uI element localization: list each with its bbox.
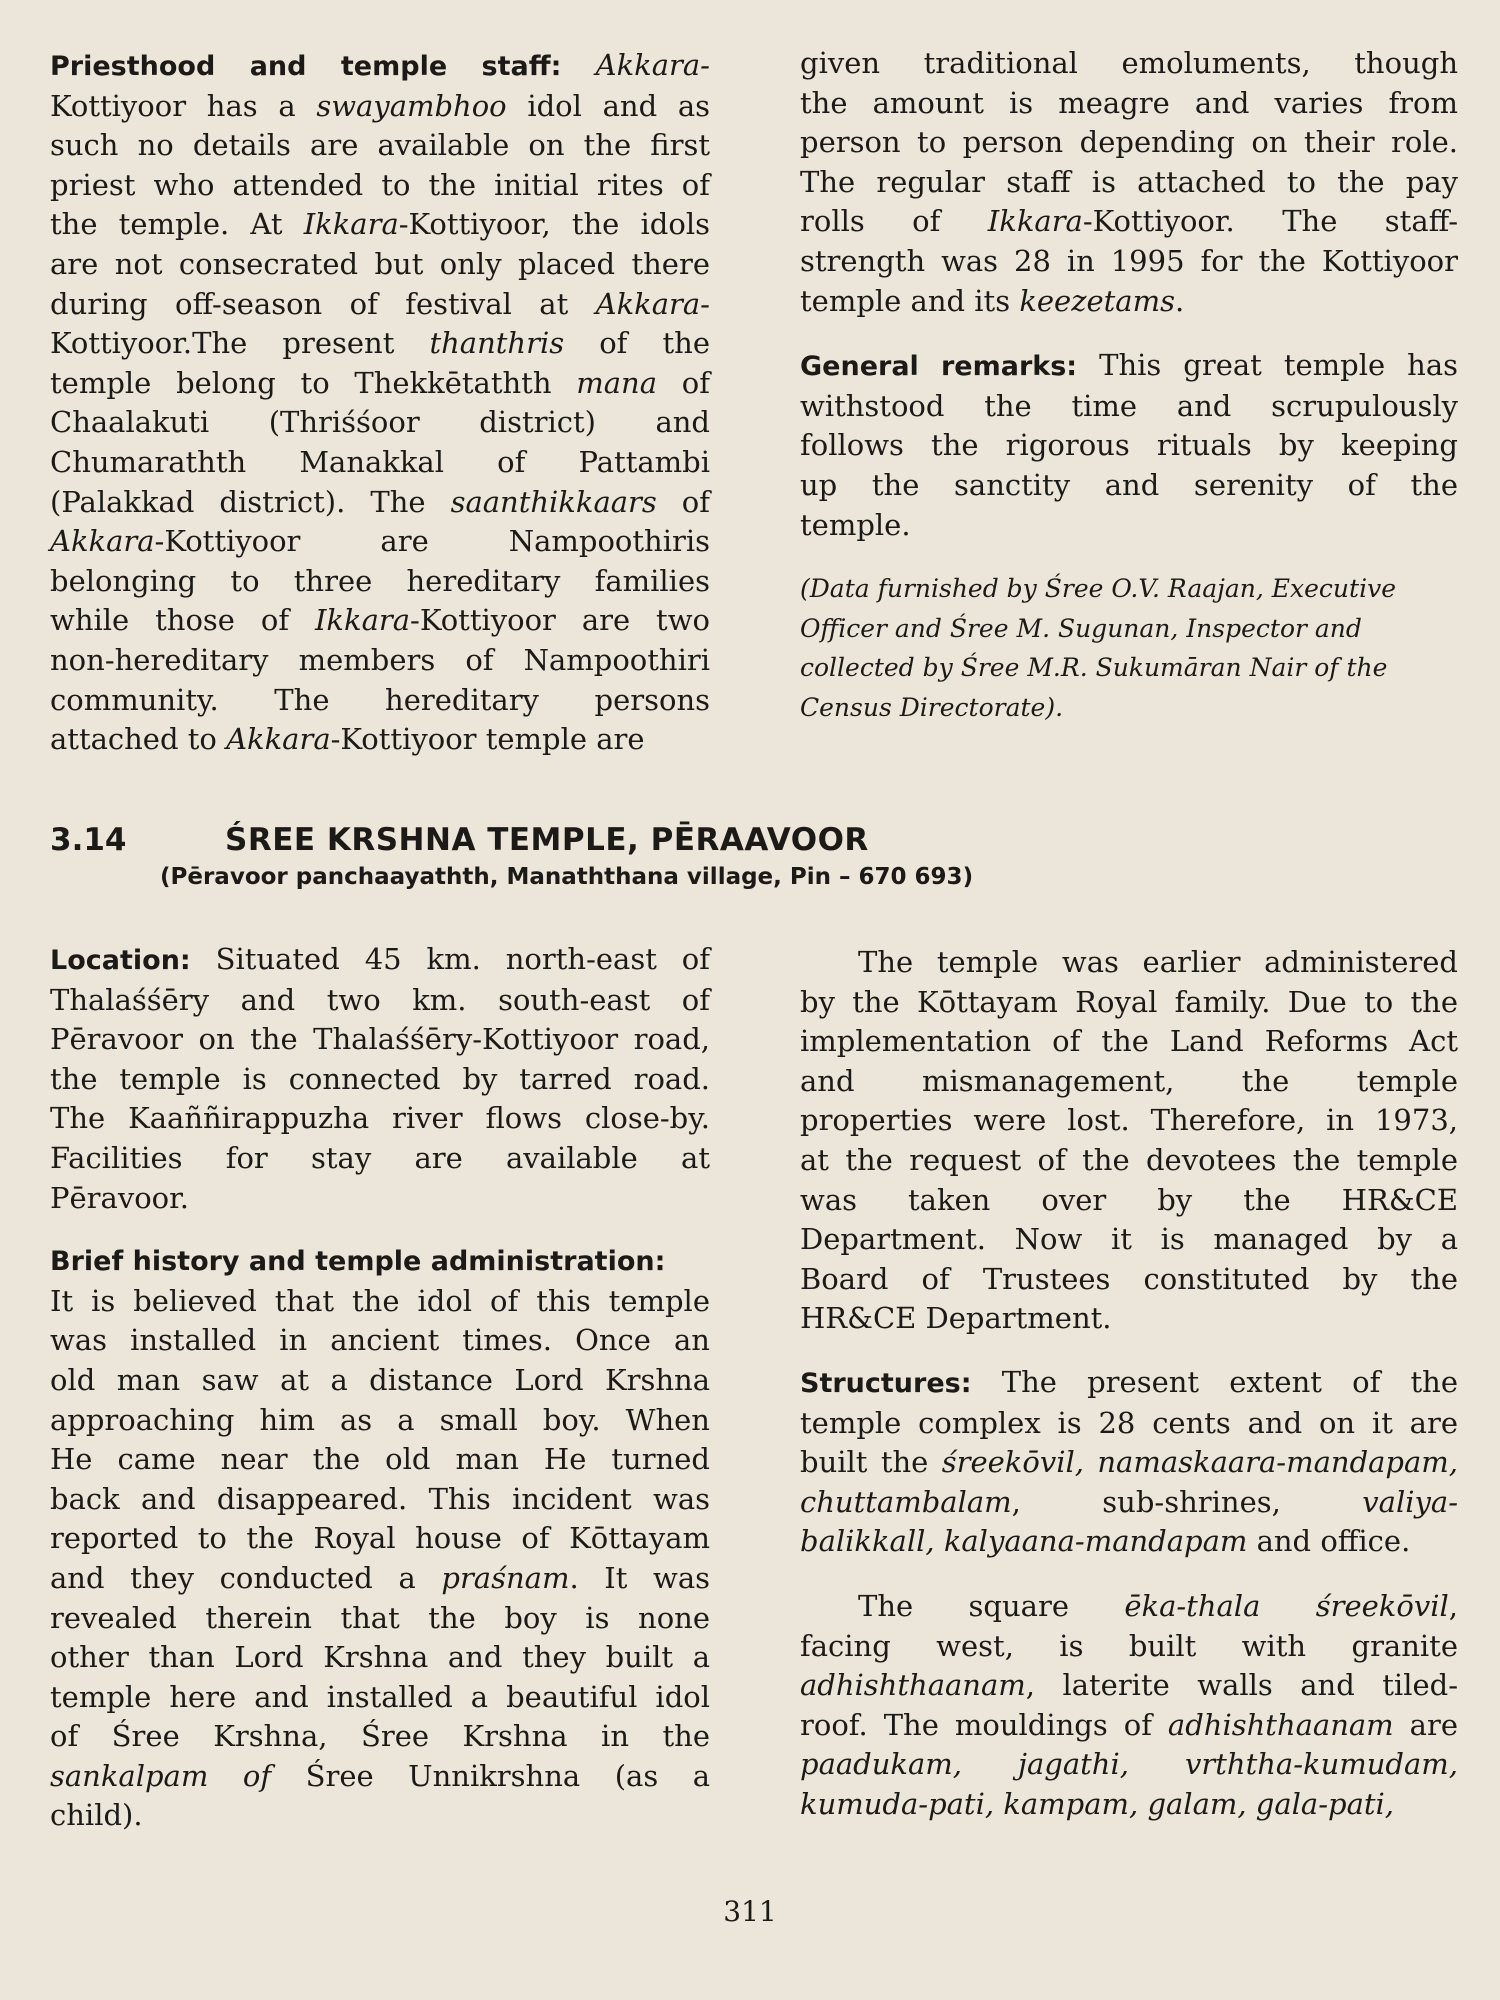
text-line: He came near the old man He turned bbox=[50, 1442, 710, 1477]
text-line: of Śree Krshna, Śree Krshna in the bbox=[50, 1719, 710, 1754]
text-line: sankalpam of Śree Unnikrshna (as a bbox=[50, 1758, 711, 1793]
credit-line: collected by Śree M.R. Sukumāran Nair of the bbox=[800, 653, 1388, 683]
text-line: temple and its keezetams. bbox=[800, 283, 1185, 318]
text-line: the temple. At Ikkara-Kottiyoor, the idols bbox=[50, 207, 710, 242]
text-line: other than Lord Krshna and they built a bbox=[50, 1640, 710, 1675]
text-line: attached to Akkara-Kottiyoor temple are bbox=[50, 722, 645, 757]
inline-heading: General remarks: bbox=[800, 351, 1078, 383]
text-line: paadukam, jagathi, vrththa-kumudam, bbox=[800, 1747, 1458, 1782]
text-line: are not consecrated but only placed there bbox=[50, 246, 710, 281]
text-line: Structures: The present extent of the bbox=[800, 1364, 1458, 1399]
credit-line: Officer and Śree M. Sugunan, Inspector and bbox=[800, 613, 1362, 643]
text-line: and they conducted a praśnam. It was bbox=[50, 1560, 710, 1595]
text-line: withstood the time and scrupulously bbox=[800, 388, 1458, 423]
credit-line: Census Directorate). bbox=[800, 692, 1064, 722]
page-number: 311 bbox=[723, 1895, 777, 1928]
text-line: Chaalakuti (Thriśśoor district) and bbox=[50, 405, 710, 440]
text-line: temple. bbox=[800, 507, 911, 542]
text-line: was taken over by the HR&CE bbox=[800, 1182, 1458, 1217]
text-line: temple belong to Thekkētathth mana of bbox=[50, 365, 710, 400]
text-line: Department. Now it is managed by a bbox=[800, 1222, 1458, 1257]
top-left-column bbox=[50, 46, 710, 760]
text-line: Kottiyoor.The present thanthris of the bbox=[50, 326, 710, 361]
text-line: child). bbox=[50, 1798, 143, 1833]
text-line: Akkara-Kottiyoor are Nampoothiris bbox=[50, 524, 710, 559]
text-line: chuttambalam, sub-shrines, valiya- bbox=[800, 1484, 1458, 1519]
text-line: and mismanagement, the temple bbox=[800, 1063, 1458, 1098]
text-line: (Palakkad district). The saanthikkaars of bbox=[50, 484, 710, 519]
text-line: while those of Ikkara-Kottiyoor are two bbox=[50, 603, 710, 638]
text-line: adhishthaanam, laterite walls and tiled- bbox=[800, 1668, 1458, 1703]
text-line: follows the rigorous rituals by keeping bbox=[800, 428, 1458, 463]
text-line: back and disappeared. This incident was bbox=[50, 1481, 710, 1516]
text-line: Board of Trustees constituted by the bbox=[800, 1261, 1458, 1296]
text-line: the amount is meagre and varies from bbox=[800, 85, 1458, 120]
text-line: old man saw at a distance Lord Krshna bbox=[50, 1362, 710, 1397]
section-title: ŚREE KRSHNA TEMPLE, PĒRAAVOOR bbox=[225, 822, 869, 858]
text-line: properties were lost. Therefore, in 1973, bbox=[800, 1103, 1458, 1138]
priesthood-paragraph bbox=[50, 46, 710, 760]
credit-line: (Data furnished by Śree O.V. Raajan, Executive bbox=[800, 574, 1396, 604]
history-paragraph bbox=[50, 1282, 710, 1836]
sreekovil-paragraph bbox=[800, 1587, 1458, 1825]
text-line: The square ēka-thala śreekōvil, bbox=[858, 1588, 1458, 1623]
text-line: during off-season of festival at Akkara- bbox=[50, 286, 710, 321]
text-line: Priesthood and temple staff: Akkara- bbox=[50, 48, 710, 82]
text-line: priest who attended to the initial rites of bbox=[50, 167, 710, 202]
text-line: The temple was earlier administered bbox=[858, 945, 1458, 979]
text-line: belonging to three hereditary families bbox=[50, 563, 710, 598]
top-right-column bbox=[800, 44, 1458, 727]
text-line: the temple is connected by tarred road. bbox=[50, 1061, 710, 1096]
text-line: approaching him as a small boy. When bbox=[50, 1402, 710, 1437]
text-line: balikkall, kalyaana-mandapam and office. bbox=[800, 1524, 1411, 1559]
text-line: It is believed that the idol of this temple bbox=[50, 1283, 710, 1318]
location-paragraph bbox=[50, 940, 710, 1218]
history-heading: Brief history and temple administration: bbox=[50, 1246, 666, 1278]
inline-heading: Structures: bbox=[800, 1367, 972, 1399]
structures-paragraph bbox=[800, 1363, 1458, 1562]
text-line: Kottiyoor has a swayambhoo idol and as bbox=[50, 88, 710, 123]
text-line: temple complex is 28 cents and on it are bbox=[800, 1405, 1458, 1440]
text-line: revealed therein that the boy is none bbox=[50, 1600, 710, 1635]
text-line: The Kaaññirappuzha river flows close-by. bbox=[50, 1101, 710, 1136]
text-line: Location: Situated 45 km. north-east of bbox=[50, 942, 710, 976]
text-line: General remarks: This great temple has bbox=[800, 348, 1458, 383]
text-line: at the request of the devotees the temple bbox=[800, 1142, 1458, 1177]
text-line: was installed in ancient times. Once an bbox=[50, 1323, 710, 1358]
text-line: rolls of Ikkara-Kottiyoor. The staff- bbox=[800, 204, 1458, 239]
text-line: built the śreekōvil, namaskaara-mandapam, bbox=[800, 1445, 1458, 1480]
text-line: HR&CE Department. bbox=[800, 1301, 1112, 1336]
text-line: such no details are available on the first bbox=[50, 128, 710, 163]
text-line: non-hereditary members of Nampoothiri bbox=[50, 642, 710, 677]
administration-paragraph bbox=[800, 943, 1458, 1339]
text-line: reported to the Royal house of Kōttayam bbox=[50, 1521, 710, 1556]
text-line: Facilities for stay are available at bbox=[50, 1140, 710, 1175]
text-line: kumuda-pati, kampam, galam, gala-pati, bbox=[800, 1786, 1395, 1821]
text-line: up the sanctity and serenity of the bbox=[800, 467, 1458, 502]
text-line: Pēravoor on the Thalaśśēry-Kottiyoor road, bbox=[50, 1022, 710, 1057]
text-line: temple here and installed a beautiful idol bbox=[50, 1679, 710, 1714]
data-credit bbox=[800, 569, 1458, 727]
emoluments-paragraph bbox=[800, 44, 1458, 321]
text-line: by the Kōttayam Royal family. Due to the bbox=[800, 984, 1458, 1019]
bottom-right-column bbox=[800, 943, 1458, 1824]
section-subtitle: (Pēravoor panchaayathth, Manaththana village, Pin – 670 693) bbox=[160, 864, 974, 890]
inline-heading: Location: bbox=[50, 945, 191, 976]
section-number: 3.14 bbox=[50, 822, 127, 858]
text-line: roof. The mouldings of adhishthaanam are bbox=[800, 1707, 1458, 1742]
text-line: strength was 28 in 1995 for the Kottiyoor bbox=[800, 243, 1458, 278]
text-line: Chumarathth Manakkal of Pattambi bbox=[50, 444, 710, 479]
text-line: implementation of the Land Reforms Act bbox=[800, 1024, 1458, 1059]
bottom-left-column bbox=[50, 940, 710, 1836]
general-remarks-paragraph bbox=[800, 346, 1458, 545]
text-line: person to person depending on their role. bbox=[800, 125, 1458, 160]
text-line: given traditional emoluments, though bbox=[800, 46, 1458, 80]
text-line: Thalaśśēry and two km. south-east of bbox=[50, 982, 710, 1017]
inline-heading: Priesthood and temple staff: bbox=[50, 51, 562, 82]
text-line: The regular staff is attached to the pay bbox=[800, 164, 1458, 199]
text-line: Pēravoor. bbox=[50, 1180, 190, 1215]
text-line: facing west, is built with granite bbox=[800, 1628, 1458, 1663]
text-line: community. The hereditary persons bbox=[50, 682, 710, 717]
